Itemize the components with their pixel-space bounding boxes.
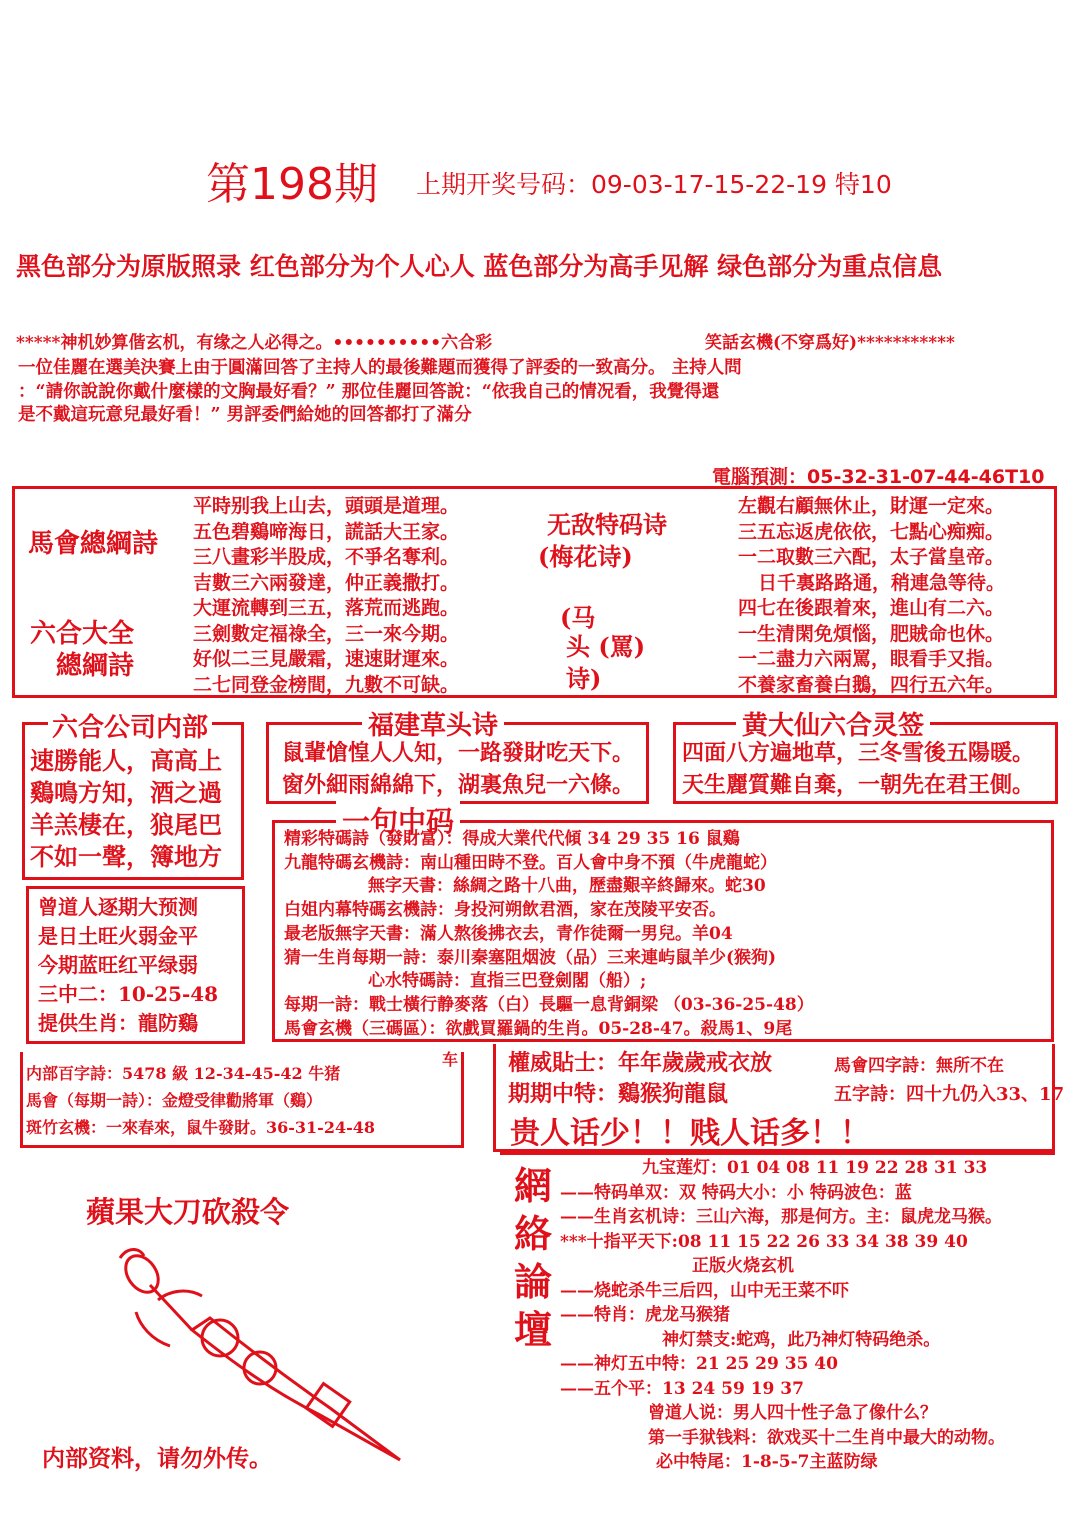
sword-illustration <box>100 1240 420 1470</box>
forum-title-char: 壇 <box>513 1307 552 1352</box>
poem-line: 一二盡力六兩罵，眼看手又指。 <box>738 648 1005 670</box>
authority-line-1b: 馬會四字詩：無所不在 <box>834 1056 1004 1076</box>
company-line: 羊羔棲在，狼尾巴 <box>30 810 222 839</box>
internal-material-footer: 内部资料，请勿外传。 <box>42 1446 272 1472</box>
authority-line-1a: 權威貼士：年年歲歲戒衣放 <box>508 1050 773 1076</box>
taoist-line: 是日土旺火弱金平 <box>38 924 198 948</box>
mid-note-3: 诗) <box>566 664 602 693</box>
poem-line: 三八畫彩半股成，不爭名奪利。 <box>193 546 460 568</box>
center-tips-lines <box>284 828 814 1041</box>
forum-title-char: 絡 <box>513 1211 552 1256</box>
taoist-line: 曾道人逐期大预测 <box>38 895 198 919</box>
apple-knife-title: 蘋果大刀砍殺令 <box>86 1195 290 1229</box>
intro-line-4: 是不戴這玩意兒最好看！” 男評委們給她的回答都打了滿分 <box>18 405 472 425</box>
mid-note-2: 头 (罵) <box>566 632 646 661</box>
forum-line: 第一手狱钱料：欲戏买十二生肖中最大的动物。 <box>648 1427 1005 1448</box>
lower-left-line: 斑竹玄機：一來春來，鼠牛發財。36-31-24-48 <box>26 1118 375 1137</box>
taoist-line: 三中二：10-25-48 <box>38 982 219 1006</box>
computer-forecast: 電腦預測：05-32-31-07-44-46T10 <box>712 466 1045 488</box>
forum-line: 必中特尾：1-8-5-7主蓝防绿 <box>656 1452 878 1472</box>
forum-vertical-title <box>512 1162 554 1354</box>
poem-line: 左觀右顧無休止，財運一定來。 <box>738 495 1005 517</box>
taoist-line: 今期蓝旺红平绿弱 <box>38 953 198 977</box>
poem-line: 二七同登金榜間，九數不可缺。 <box>193 673 460 696</box>
forum-title-char: 網 <box>513 1163 552 1208</box>
mid-poem-title: 无敌特码诗 <box>547 510 667 539</box>
forum-top-rule <box>500 1152 1055 1155</box>
huang-line: 天生麗質難自棄，一朝先在君王側。 <box>682 772 1035 798</box>
authority-line-2b: 五字詩：四十九仍入33、17 <box>834 1084 1065 1105</box>
tip-line: 白姐内幕特碼玄機詩：身投河朔飲君酒，家在茂陵平安否。 <box>284 900 726 921</box>
left-poem-title-2a: 六合大全 <box>30 619 135 649</box>
fujian-box-lines <box>282 737 634 801</box>
poem-line: 一二取數三六配，太子當皇帝。 <box>738 546 1005 568</box>
tip-line: 九龍特碼玄機詩：南山種田時不登。百人會中身不預（牛虎龍蛇） <box>284 852 777 873</box>
poem-line: 三五忘返虎依依，七點心痴痴。 <box>738 520 1005 543</box>
forum-line: ——特肖：虎龙马猴猪 <box>560 1305 730 1325</box>
poem-line: 大運流轉到三五，落荒而逃跑。 <box>193 597 460 619</box>
fujian-box-title: 福建草头诗 <box>362 705 504 742</box>
tip-line: 猜一生肖每期一詩：泰川秦塞阻烟波（品）三来連屿鼠羊少(猴狗) <box>284 947 777 968</box>
sword-blade <box>192 1318 400 1460</box>
poem-line: 不養家畜養白鵝，四行五六年。 <box>738 673 1005 696</box>
forum-title-char: 論 <box>513 1259 552 1304</box>
poem-line: 四七在後跟着來，進山有二六。 <box>738 597 1005 619</box>
authority-slogan: 贵人话少！！贱人话多！！ <box>510 1116 870 1151</box>
poem-line: 一生清閑免煩惱，肥賊命也休。 <box>738 622 1005 645</box>
tip-line: 馬會玄機（三碼區）：欲戲買羅鍋的生肖。05-28-47。殺馬1、9尾 <box>284 1018 793 1039</box>
company-box-lines <box>30 745 222 873</box>
intro-line-1b: 笑話玄機(不穿爲好)*********** <box>705 333 955 353</box>
fujian-line: 鼠輩愴惶人人知，一路發財吃天下。 <box>282 740 635 766</box>
poem-line: 日千裏路路通，稍連急等待。 <box>758 571 1006 594</box>
lower-left-bracket <box>20 1052 464 1148</box>
taoist-line: 提供生肖：龍防鷄 <box>38 1011 198 1035</box>
authority-line-2a: 期期中特：鷄猴狗龍鼠 <box>508 1081 729 1107</box>
mid-note-1: (马 <box>560 603 596 632</box>
forum-line: ——五个平：13 24 59 19 37 <box>560 1378 804 1399</box>
right-poem-lines <box>738 494 1005 698</box>
issue-number: 第198期 <box>206 159 378 210</box>
center-tips-title: 一句中码 <box>336 800 460 840</box>
forum-line: ——生肖玄机诗：三山六海，那是何方。主：鼠虎龙马猴。 <box>560 1207 1002 1227</box>
tip-line: 精彩特碼詩（發財富）：得成大業代代傾 34 29 35 16 鼠鷄 <box>284 829 740 849</box>
forum-line: 正版火烧玄机 <box>692 1256 794 1276</box>
poem-line: 三劍數定福祿全，三一來今期。 <box>193 622 460 645</box>
company-line: 速勝能人，高高上 <box>30 746 222 775</box>
taoist-box-lines <box>38 893 218 1038</box>
sword-guard-bottom <box>136 1312 170 1346</box>
color-legend: 黑色部分为原版照录 红色部分为个人心人 蓝色部分为高手见解 绿色部分为重点信息 <box>16 252 943 281</box>
poem-line: 平時别我上山去，頭頭是道理。 <box>193 495 460 517</box>
poem-line: 好似二三見嚴霜，速速財運來。 <box>193 648 460 670</box>
forum-line: 曾道人说：男人四十性子急了像什么？ <box>648 1403 937 1423</box>
left-poem-lines <box>193 494 459 698</box>
forum-line: 九宝莲灯：01 04 08 11 19 22 28 31 33 <box>642 1158 988 1178</box>
poem-line: 吉數三六兩發達，仲正義撒打。 <box>193 571 460 594</box>
tip-line: 無字天書：絲綢之路十八曲，歷盡艱辛終歸來。蛇30 <box>368 876 766 897</box>
poem-line: 五色碧鷄啼海日，謊話大王家。 <box>193 520 460 543</box>
forum-lines <box>560 1156 1005 1475</box>
company-line: 不如一聲，簿地方 <box>30 842 222 871</box>
huang-box-lines <box>682 737 1034 801</box>
forum-line: ——特码单双：双 特码大小：小 特码波色：蓝 <box>560 1182 912 1203</box>
forum-line: ——神灯五中特：21 25 29 35 40 <box>560 1354 838 1374</box>
company-line: 鷄鳴方知，酒之過 <box>30 778 222 807</box>
left-poem-title: 馬會總綱詩 <box>28 529 159 559</box>
stray-char: 车 <box>442 1050 459 1069</box>
intro-line-3: ：“請你說說你戴什麼樣的文胸最好看？” 那位佳麗回答說：“依我自己的情况看，我覺得還 <box>18 382 720 402</box>
sword-pommel <box>119 1250 165 1299</box>
intro-line-1a: *****神机妙算偕玄机，有缘之人必得之。••••••••••六合彩 <box>16 333 493 353</box>
fujian-line: 窗外細雨綿綿下，湖裏魚兒一六條。 <box>282 772 635 798</box>
lower-left-line: 内部百字詩：5478 級 12-34-45-42 牛猪 <box>26 1064 341 1083</box>
huang-box-title: 黄大仙六合灵签 <box>736 705 930 742</box>
tip-line: 每期一詩：戰士橫行静麥落（白）長驅一息背銅梁 （03-36-25-48） <box>284 994 814 1015</box>
mid-poem-subtitle: (梅花诗) <box>538 542 633 571</box>
forum-line: ***十指平天下:08 11 15 22 26 33 34 38 39 40 <box>560 1231 968 1252</box>
forum-line: 神灯禁支:蛇鸡，此乃神灯特码绝杀。 <box>662 1329 941 1350</box>
tip-line: 最老版無字天書：滿人熬後拂衣去，青作徒爾一男兒。羊04 <box>284 923 733 944</box>
forum-line: ——烧蛇杀牛三后四，山中无王菜不吓 <box>560 1280 849 1301</box>
tip-line: 心水特碼詩：直指三巴登劍閣（船）; <box>368 971 647 992</box>
left-poem-title-2b: 總綱詩 <box>56 651 135 681</box>
intro-line-2: 一位佳麗在選美決賽上由于圓滿回答了主持人的最後難題而獲得了評委的一致高分。 主持人問 <box>18 358 742 378</box>
huang-line: 四面八方遍地草，三冬雪後五陽暖。 <box>682 740 1035 766</box>
company-box-title: 六合公司内部 <box>48 707 212 744</box>
last-draw-numbers: 上期开奖号码：09-03-17-15-22-19 特10 <box>416 170 892 199</box>
lower-left-line: 馬會（每期一詩）：金燈受律勸將軍（鷄） <box>26 1091 323 1110</box>
